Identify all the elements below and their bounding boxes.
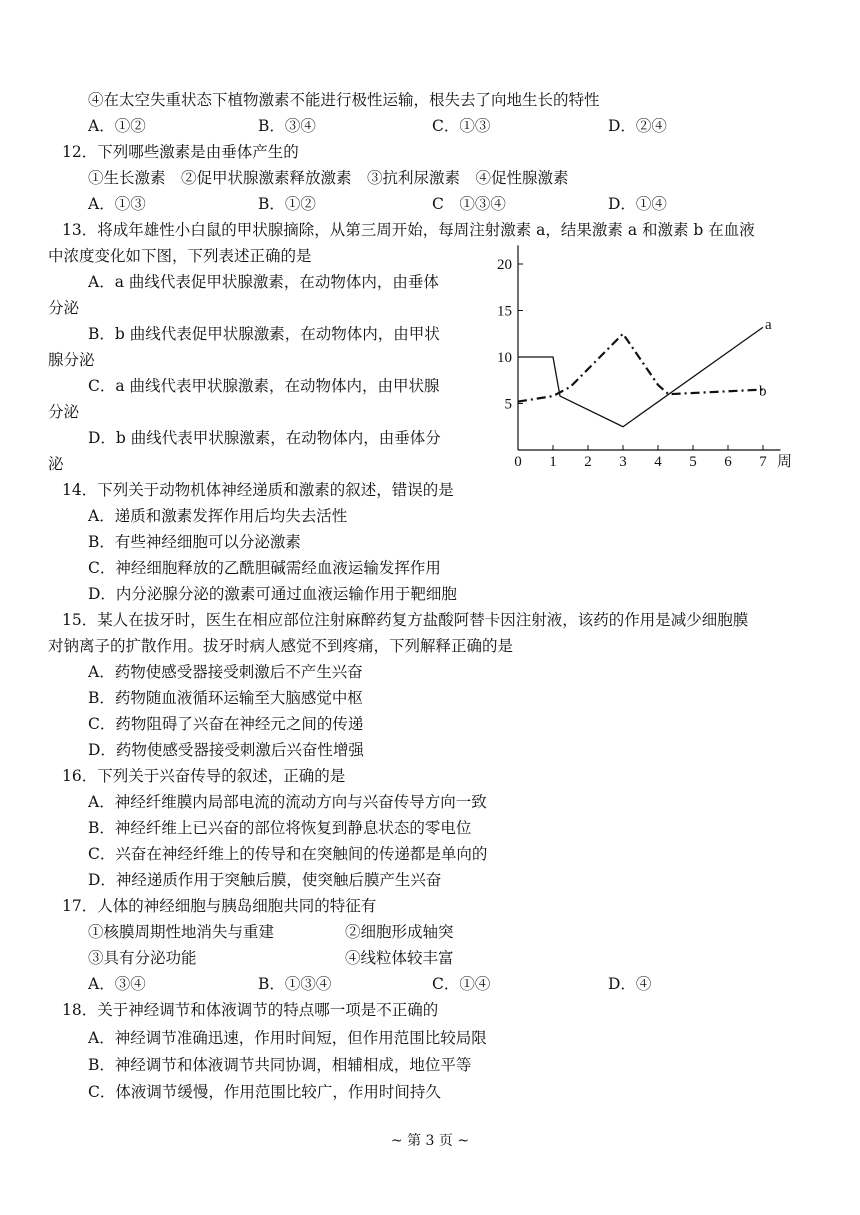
page-footer: ~ 第 3 页 ~ [390, 1133, 470, 1149]
q18-option-a: A．神经调节准确迅速，作用时间短，但作用范围比较局限 [88, 1029, 487, 1047]
q17-item4: ④线粒体较丰富 [345, 949, 454, 967]
q12-option-a: A．①③ [88, 195, 146, 213]
q16-option-b: B．神经纤维上已兴奋的部位将恢复到静息状态的零电位 [88, 819, 472, 837]
y-tick-label: 20 [497, 257, 512, 273]
q16-option-c: C．兴奋在神经纤维上的传导和在突触间的传递都是单向的 [88, 845, 488, 863]
y-tick-label: 15 [497, 303, 512, 320]
q16-option-d: D．神经递质作用于突触后膜，使突触后膜产生兴奋 [88, 871, 442, 889]
q15-option-b: B．药物随血液循环运输至大脑感觉中枢 [88, 689, 363, 707]
q14-option-b: B．有些神经细胞可以分泌激素 [88, 533, 301, 551]
q18-option-b: B．神经调节和体液调节共同协调，相辅相成，地位平等 [88, 1056, 472, 1074]
series-line-a [518, 327, 763, 427]
q13-option-a-line2: 分泌 [48, 299, 80, 317]
q12-items: ①生长激素 ②促甲状腺激素释放激素 ③抗利尿激素 ④促性腺激素 [88, 169, 569, 187]
q15-option-d: D．药物使感受器接受刺激后兴奋性增强 [88, 741, 364, 759]
q13-option-a-line1: A．a 曲线代表促甲状腺激素，在动物体内，由垂体 [88, 273, 439, 291]
y-tick-label: 5 [504, 396, 512, 413]
q11-option-d: D．②④ [608, 117, 667, 135]
q17-item1: ①核膜周期性地消失与重建 [88, 923, 275, 941]
q13-option-d-line1: D．b 曲线代表甲状腺激素，在动物体内，由垂体分 [88, 429, 441, 447]
series-label-a: a [765, 317, 772, 334]
x-tick-label: 5 [689, 454, 697, 470]
q13-option-d-line2: 泌 [48, 455, 64, 473]
q13-stem-line2: 中浓度变化如下图，下列表述正确的是 [48, 247, 312, 265]
series-label-b: b [759, 383, 767, 400]
q11-item4: ④在太空失重状态下植物激素不能进行极性运输，根失去了向地生长的特性 [88, 91, 600, 109]
q15-option-c: C．药物阻碍了兴奋在神经元之间的传递 [88, 715, 364, 733]
q17-option-b: B．①③④ [258, 975, 332, 993]
x-axis-label: 周 [776, 454, 793, 470]
q14-stem: 14．下列关于动物机体神经递质和激素的叙述，错误的是 [62, 481, 454, 499]
q11-option-c: C．①③ [432, 117, 491, 135]
q13-option-c-line2: 分泌 [48, 403, 80, 421]
q16-option-a: A．神经纤维膜内局部电流的流动方向与兴奋传导方向一致 [88, 793, 487, 811]
q13-option-b-line1: B．b 曲线代表促甲状腺激素，在动物体内，由甲状 [88, 325, 440, 343]
q17-option-d: D．④ [608, 975, 652, 993]
hormone-concentration-chart [488, 238, 818, 473]
x-tick-label: 4 [654, 454, 662, 470]
y-tick-label: 10 [497, 350, 512, 366]
q18-stem: 18．关于神经调节和体液调节的特点哪一项是不正确的 [62, 1001, 439, 1019]
q14-option-d: D．内分泌腺分泌的激素可通过血液运输作用于靶细胞 [88, 585, 457, 603]
q12-option-b: B．①② [258, 195, 316, 213]
q12-option-d: D．①④ [608, 195, 667, 213]
q17-option-a: A．③④ [88, 975, 146, 993]
q11-option-a: A．①② [88, 117, 146, 135]
q14-option-a: A．递质和激素发挥作用后均失去活性 [88, 507, 348, 525]
q14-option-c: C．神经细胞释放的乙酰胆碱需经血液运输发挥作用 [88, 559, 441, 577]
q17-stem: 17．人体的神经细胞与胰岛细胞共同的特征有 [62, 897, 377, 915]
q15-stem-line2: 对钠离子的扩散作用。拔牙时病人感觉不到疼痛，下列解释正确的是 [48, 637, 514, 655]
q17-option-c: C．①④ [432, 975, 491, 993]
x-tick-label: 0 [514, 454, 522, 470]
q17-item2: ②细胞形成轴突 [345, 923, 454, 941]
q13-option-c-line1: C．a 曲线代表甲状腺激素，在动物体内，由甲状腺 [88, 377, 440, 395]
q17-item3: ③具有分泌功能 [88, 949, 197, 967]
q15-option-a: A．药物使感受器接受刺激后不产生兴奋 [88, 663, 363, 681]
q16-stem: 16．下列关于兴奋传导的叙述，正确的是 [62, 767, 346, 785]
x-tick-label: 7 [759, 454, 767, 470]
x-tick-label: 2 [584, 454, 592, 470]
q15-stem-line1: 15．某人在拔牙时，医生在相应部位注射麻醉药复方盐酸阿替卡因注射液，该药的作用是减少细胞膜 [62, 611, 749, 629]
q18-option-c: C．体液调节缓慢，作用范围比较广，作用时间持久 [88, 1083, 441, 1101]
q13-stem-line1: 13．将成年雄性小白鼠的甲状腺摘除，从第三周开始，每周注射激素 a，结果激素 a 和激素 b 在血液 [62, 221, 755, 239]
q11-option-b: B．③④ [258, 117, 316, 135]
q13-option-b-line2: 腺分泌 [48, 351, 95, 369]
q12-option-c: C ①③④ [432, 195, 506, 213]
q12-stem: 12．下列哪些激素是由垂体产生的 [62, 143, 299, 161]
x-tick-label: 1 [549, 454, 557, 470]
x-tick-label: 3 [619, 454, 627, 470]
x-tick-label: 6 [724, 454, 732, 470]
